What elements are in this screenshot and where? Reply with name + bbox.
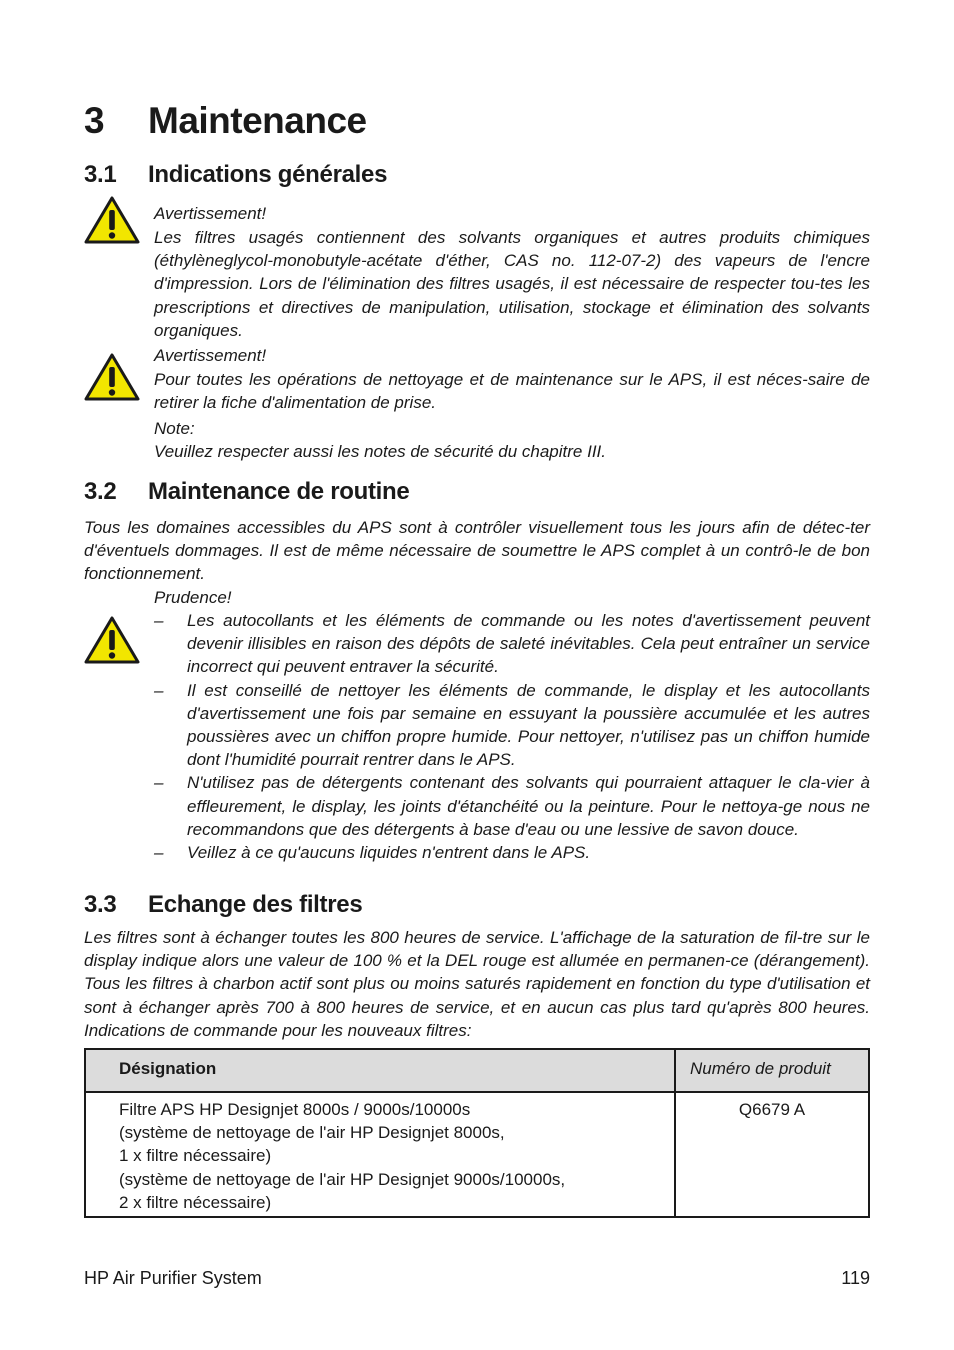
list-item <box>154 679 870 772</box>
warning-label: Avertissement! <box>154 346 267 365</box>
column-header-designation: Désignation <box>85 1049 675 1092</box>
bullet-dash: – <box>154 611 164 630</box>
bullet-dash: – <box>154 843 164 863</box>
filter-order-table <box>84 1048 870 1218</box>
page-number: 119 <box>841 1268 870 1288</box>
section-title: Echange des filtres <box>148 891 363 918</box>
note-text: Veuillez respecter aussi les notes de sécurité du chapitre III. <box>154 442 606 461</box>
table-header-row <box>85 1049 869 1092</box>
product-number-cell: Q6679 A <box>675 1092 869 1217</box>
chapter-heading <box>84 100 367 142</box>
list-item-text: Veillez à ce qu'aucuns liquides n'entrent dans le APS. <box>187 843 591 863</box>
section-title: Maintenance de routine <box>148 478 410 505</box>
list-item <box>154 609 870 679</box>
section-heading-3-2 <box>84 478 409 506</box>
designation-line: Filtre APS HP Designjet 8000s / 9000s/10000s <box>119 1100 471 1119</box>
warning-triangle-icon <box>84 195 140 245</box>
footer-title: HP Air Purifier System <box>84 1268 262 1288</box>
section-number: 3.3 <box>84 891 117 918</box>
chapter-title: Maintenance <box>148 100 367 141</box>
warning-text: Les filtres usagés contiennent des solvants organiques et autres produits chimiques (éthylèneglycol-monobutyle-acétate d'éther, CAS no. 112-07-2) des vapeurs de l'encre d'impression. Lors de l'élimination des filtres usagés, il est nécessaire de respecter tou-tes les prescriptions et directives de manipulation, utilisation, stockage et élimination des solvants organiques. <box>154 228 870 340</box>
designation-line: 2 x filtre nécessaire) <box>119 1192 272 1212</box>
bullet-dash: – <box>154 773 164 793</box>
warning-triangle-icon <box>84 352 140 402</box>
section-intro: Les filtres sont à échanger toutes les 800 heures de service. L'affichage de la saturation de fil-tre sur le display indique alors une valeur de 100 % et la DEL rouge est allumée en permanen-ce (dérangement). Tous les filtres à charbon actif sont plus ou moins saturés rapidement en fonction du type d'utilisation et sont à échanger après 700 à 800 heures de service, et en aucun cas plus tard qu'après 800 heures. Indications de commande pour les nouveaux filtres: <box>84 928 870 1040</box>
list-item <box>154 841 870 864</box>
designation-line: (système de nettoyage de l'air HP Designjet 8000s, <box>119 1123 505 1143</box>
column-header-product-number: Numéro de produit <box>675 1049 869 1092</box>
warning-triangle-icon <box>84 615 140 665</box>
table-row <box>85 1092 869 1217</box>
list-item-text: Les autocollants et les éléments de commande ou les notes d'avertissement peuvent devenir illisibles en raison des dépôts de saleté inévitables. Cela peut entraîner un service incorrect qui peuvent entraver la sécurité. <box>187 611 870 677</box>
section-number: 3.1 <box>84 161 117 188</box>
section-number: 3.2 <box>84 478 117 505</box>
designation-line: 1 x filtre nécessaire) <box>119 1146 272 1166</box>
bullet-dash: – <box>154 680 164 700</box>
list-item <box>154 771 870 841</box>
warning-label: Avertissement! <box>154 204 267 223</box>
section-intro: Tous les domaines accessibles du APS sont à contrôler visuellement tous les jours afin de détec-ter d'éventuels dommages. Il est de même nécessaire de soumettre le APS complet à un contrô-le de bon fonctionnement. <box>84 518 870 584</box>
chapter-number: 3 <box>84 100 105 141</box>
designation-cell <box>85 1092 675 1217</box>
designation-line: (système de nettoyage de l'air HP Designjet 9000s/10000s, <box>119 1169 566 1189</box>
list-item-text: Il est conseillé de nettoyer les éléments de commande, le display et les autocollants d'avertissement une fois par semaine en essuyant la poussière accumulée et les autres poussières avec un chiffon propre humide. Pour nettoyer, n'utilisez pas un chiffon humide dont l'humidité pourrait rentrer dans le APS. <box>187 680 870 770</box>
section-heading-3-1 <box>84 161 387 189</box>
list-item-text: N'utilisez pas de détergents contenant des solvants qui pourraient attaquer le cla-vier à effleurement, le display, les joints d'étanchéité ou la peinture. Pour le nettoya-ge nous ne recommandons que des détergents à base d'eau ou une lessive de savon douce. <box>187 773 870 839</box>
section-heading-3-3 <box>84 891 362 919</box>
section-title: Indications générales <box>148 161 388 188</box>
warning-text: Pour toutes les opérations de nettoyage et de maintenance sur le APS, il est néces-saire de retirer la fiche d'alimentation de prise. <box>154 370 870 413</box>
caution-label: Prudence! <box>154 588 232 607</box>
note-label: Note: <box>154 419 195 438</box>
caution-list <box>154 609 870 864</box>
